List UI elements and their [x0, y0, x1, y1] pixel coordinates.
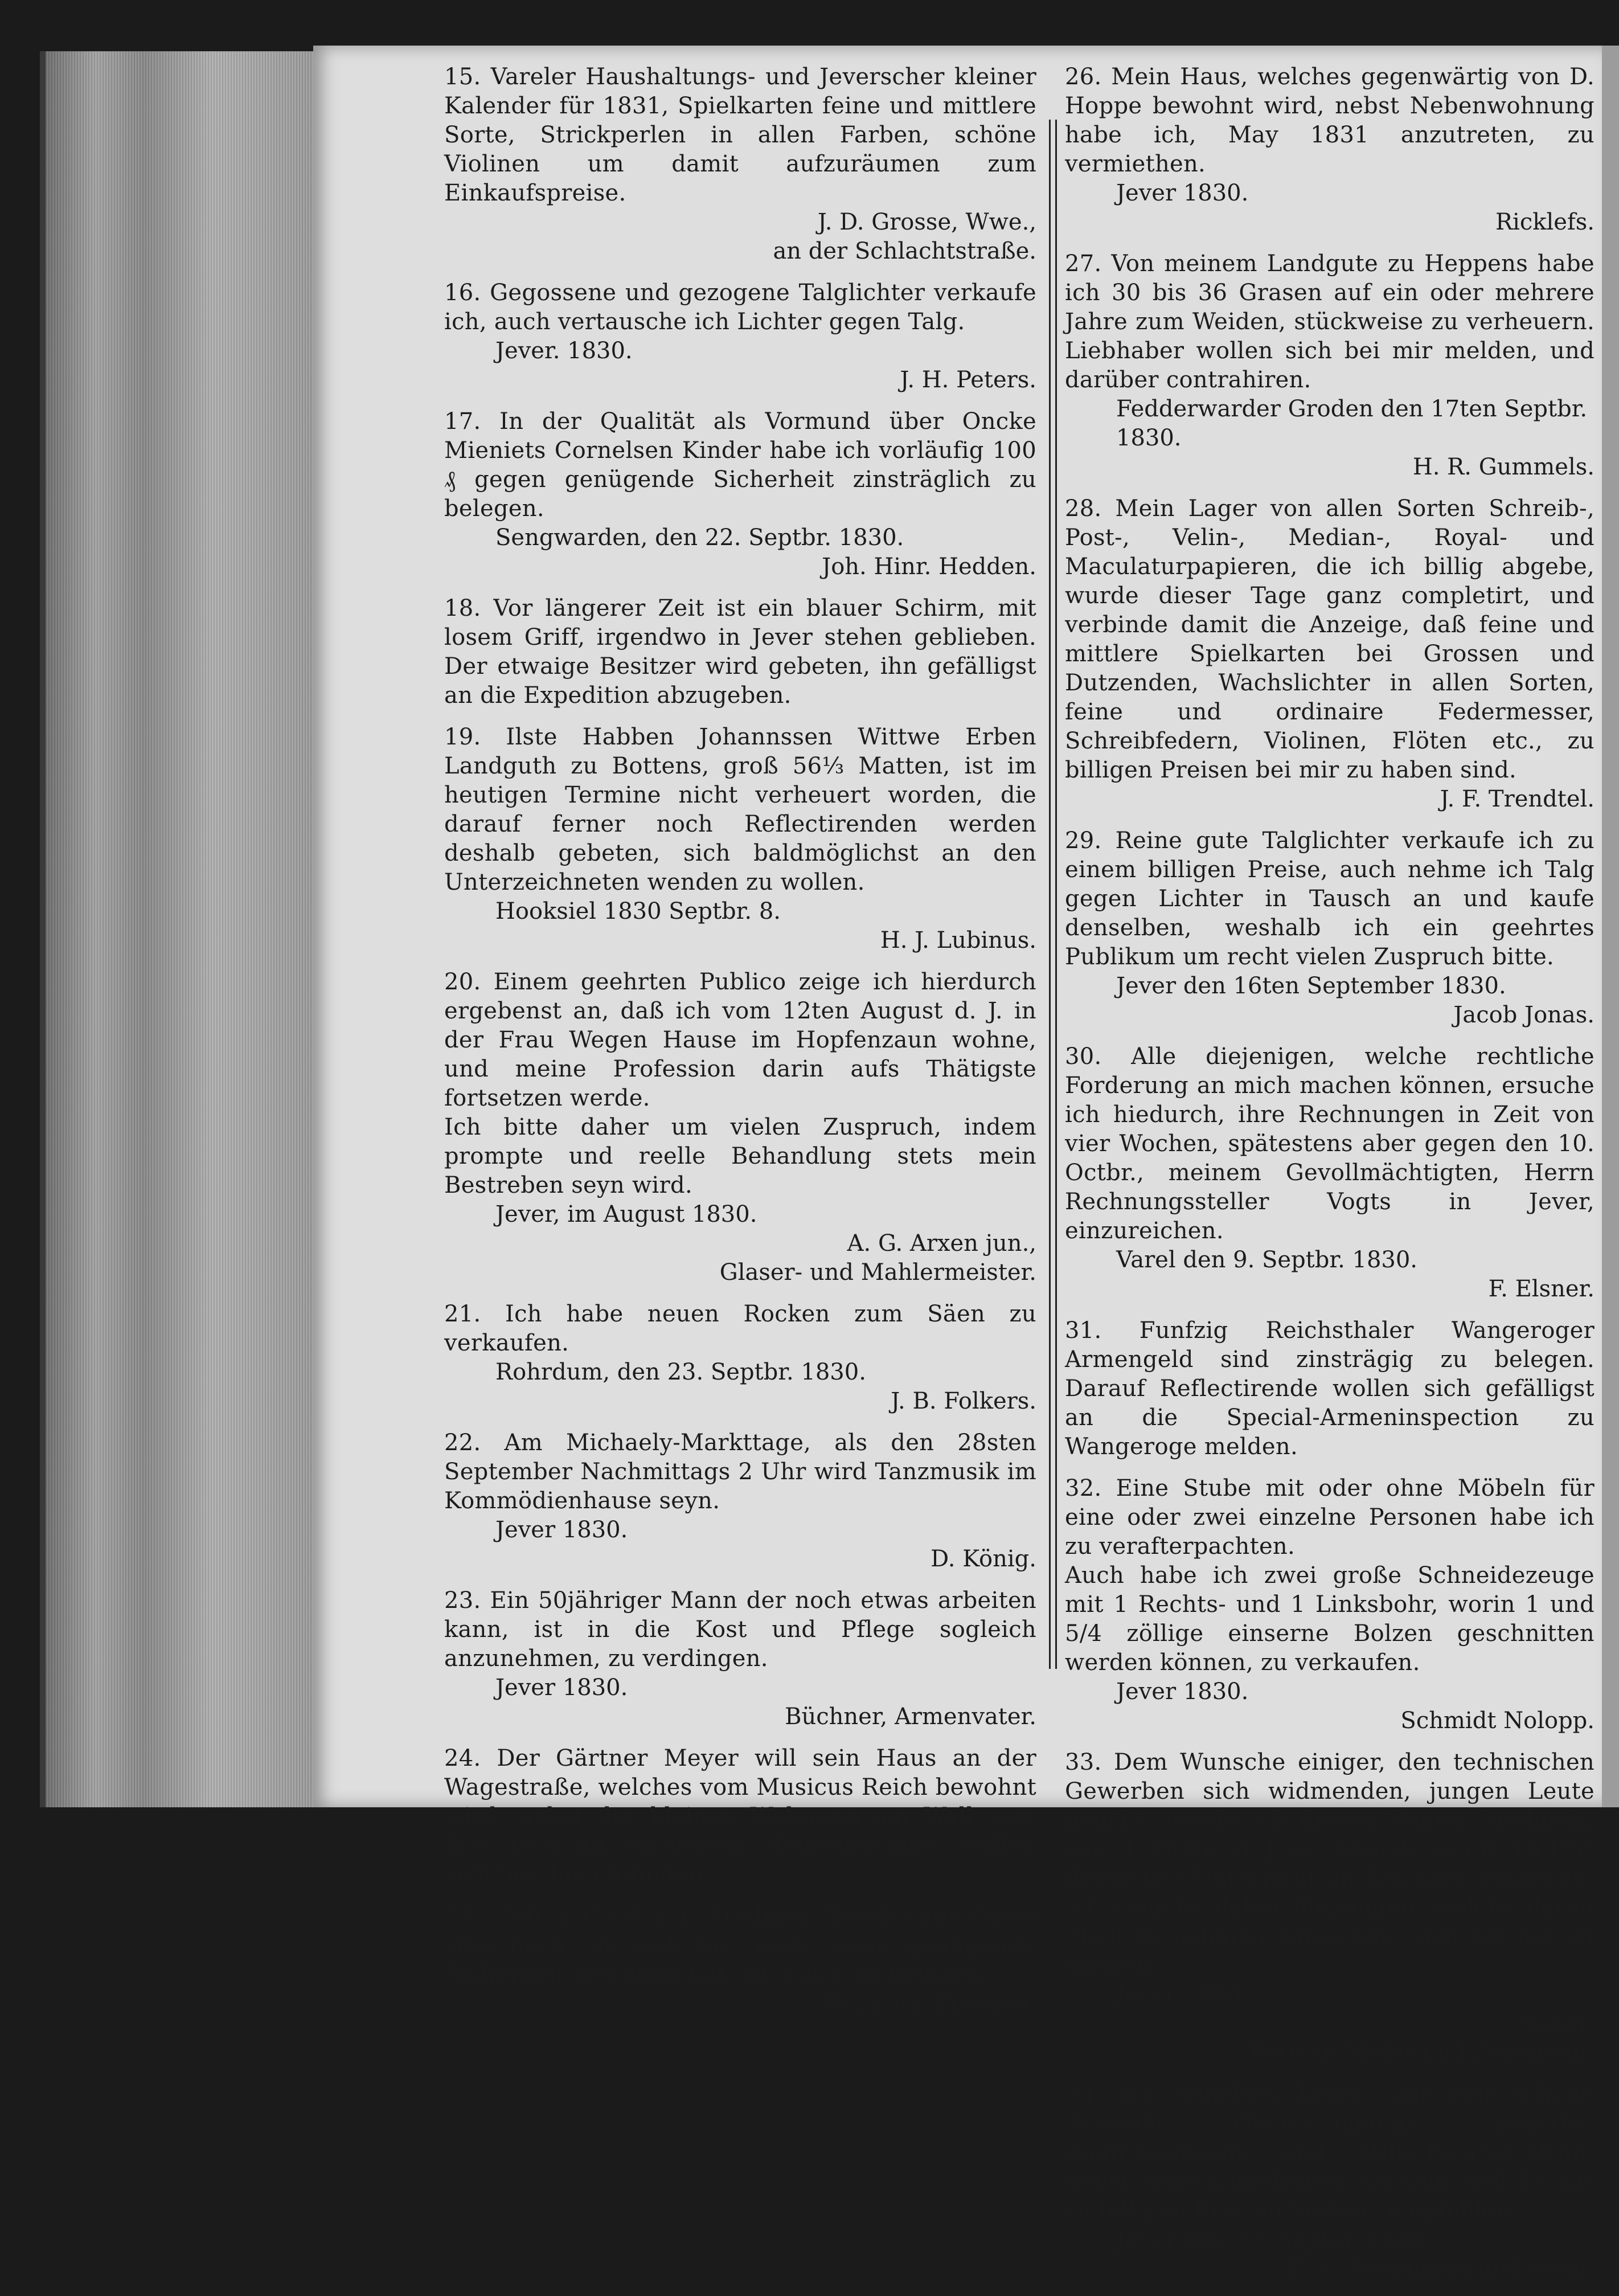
notice-date: Jever 1830.	[1116, 180, 1249, 206]
notice-signature: F. Elsner.	[1488, 1276, 1595, 1302]
notice-signature: H. J. Lubinus.	[880, 927, 1036, 953]
notice-date: Jever den 16ten September 1830.	[1116, 973, 1506, 999]
notice-text: 29. Reine gute Talglichter verkaufe ich zu einem billigen Preise, auch nehme ich Talg gegen Lichter in Tausch an und kaufe denselben, weshalb ich ein geehrtes Publikum um recht vielen Zuspruch bitte.	[1065, 828, 1595, 970]
notice-signature: Ricklefs.	[1495, 209, 1595, 235]
notice-signature: Büchner, Armenvater.	[785, 1704, 1036, 1730]
notice-entry	[444, 63, 1036, 266]
notice-text: 23. Ein 50jähriger Mann der noch etwas arbeiten kann, ist in die Kost und Pflege sogleich anzunehmen, zu verdingen.	[444, 1587, 1036, 1672]
notice-signature: Mauer, Portrait-Maler und Zeichnenl.	[1249, 2011, 1595, 2066]
notice-entry	[444, 594, 1036, 710]
notice-date: Varel den 9. Septbr. 1830.	[1116, 1247, 1418, 1273]
notice-entry	[1065, 249, 1595, 482]
notice-signature: Jacob Jonas.	[1453, 1002, 1595, 1028]
notice-date: Sengwarden, den 22. Septbr. 1830.	[495, 525, 904, 551]
notice-text: 25. 200 ₰ Gold zur Prediger Besoldungs-Casse sind noch, da sich bis hiezu keine genügende Sicherheit getroffen hat, zu 3 pCt. zu belegen.	[444, 1903, 1036, 1987]
left-column	[444, 63, 1036, 2031]
notice-text: 26. Mein Haus, welches gegenwärtig von D. Hoppe bewohnt wird, nebst Nebenwohnung habe ich, May 1831 anzutreten, zu vermiethen.	[1065, 64, 1595, 177]
notice-date: Jever 1830.	[1116, 1679, 1249, 1705]
notice-entry	[444, 407, 1036, 582]
notice-signature: Joh. Hinr. Hedden.	[822, 554, 1036, 580]
notice-date: Jever 1830.	[495, 1517, 628, 1543]
notice-entry	[1065, 826, 1595, 1030]
notice-text: 21. Ich habe neuen Rocken zum Säen zu verkaufen.	[444, 1301, 1036, 1356]
notice-text: 28. Mein Lager von allen Sorten Schreib-, Post-, Velin-, Median-, Royal- und Maculaturpapieren, die ich billig abgebe, wurde dieser Tage ganz completirt, und verbinde damit die Anzeige, daß feine und mittlere Spielkarten bei Grossen und Dutzenden, Wachslichter in allen Sorten, feine und ordinaire Federmesser, Schreibfedern, Violinen, Flöten etc., zu billigen Preisen bei mir zu haben sind.	[1065, 496, 1595, 783]
right-column	[1065, 63, 1595, 2296]
notice-signature: J. F. Trendtel.	[1440, 786, 1595, 812]
notice-signature: J. H. Peters.	[900, 367, 1036, 393]
notice-entry	[444, 1586, 1036, 1732]
notice-entry	[444, 1744, 1036, 1889]
notice-signature: W. Jaritz, Provisor.	[825, 1990, 1036, 2016]
notice-text: 15. Vareler Haushaltungs- und Jeverscher kleiner Kalender für 1831, Spielkarten feine und mittlere Sorte, Strickperlen in allen Farben, schöne Violinen um damit aufzuräumen zum Einkaufspreise.	[444, 64, 1036, 206]
notice-text: 17. In der Qualität als Vormund über Oncke Mieniets Cornelsen Kinder habe ich vorläufig 100 ₰ gegen genügende Sicherheit zinsträglich zu belegen.	[444, 408, 1036, 522]
notice-entry	[1065, 1474, 1595, 1736]
notice-signature: Schmidt Nolopp.	[1400, 1708, 1595, 1734]
notice-text: 32. Eine Stube mit oder ohne Möbeln für eine oder zwei einzelne Personen habe ich zu verafterpachten. Auch habe ich zwei große Schneidezeuge mit 1 Rechts- und 1 Linksbohr, worin 1 und 5/4 zöllige einserne Bolzen geschnitten werden können, zu verkaufen.	[1065, 1475, 1595, 1676]
notice-text: 16. Gegossene und gezogene Talglichter verkaufe ich, auch vertausche ich Lichter gegen Talg.	[444, 280, 1036, 335]
notice-entry	[444, 968, 1036, 1287]
notice-date: Jever. 1830.	[495, 338, 633, 364]
notice-entry	[444, 723, 1036, 955]
notice-entry	[1065, 1042, 1595, 1304]
notice-text: 33. Dem Wunsche einiger, den technischen Gewerben sich widmenden, jungen Leute gemäß, werde ich diesen Winter hindurch, vom 1. Octbr. d. J. an, Abends von 8--10 Uhr denselben Unterricht im Zeichnen ertheilen; ich ersuche daher diejenigen, welche daran Theil zu nehmen wünschen, sich bei mir zu melden.	[1065, 1749, 1595, 1979]
notice-text: 34. Wir erhielten dieser Tage eine schöne Auswahl Glanz-Gingangs, jaspirter Baumwollzeuge und Mille-Fleurs-Cattun, nebst andern modernen Artikeln, welche wir zu billigen Preisen bestens empfehlen.	[1065, 2081, 1595, 2224]
notice-date: Jever, im August 1830.	[495, 1201, 757, 1227]
notice-entry	[1065, 63, 1595, 237]
notice-signature: J. B. Folkers.	[891, 1388, 1036, 1414]
column-divider	[1049, 120, 1057, 1669]
notice-entry	[1065, 494, 1595, 814]
notice-text: 20. Einem geehrten Publico zeige ich hierdurch ergebenst an, daß ich vom 12ten August d. J. in der Frau Wegen Hause im Hopfenzaun wohne, und meine Profession darin aufs Thätigste fortsetzen werde. Ich bitte daher um vielen Zuspruch, indem prompte und reelle Behandlung stets mein Bestreben seyn wird.	[444, 969, 1036, 1198]
book-page-edges	[40, 51, 325, 1807]
notice-signature: H. R. Gummels.	[1412, 454, 1595, 480]
notice-date: Jever 1830.	[495, 1675, 628, 1701]
notice-signature: A. G. Arxen jun., Glaser- und Mahlermeister.	[719, 1230, 1036, 1286]
notice-entry	[444, 1300, 1036, 1416]
notice-entry	[444, 1902, 1036, 2018]
notice-text: 31. Funfzig Reichsthaler Wangeroger Armengeld sind zinsträgig zu belegen. Darauf Reflectirende wollen sich gefälligst an die Special-Armeninspection zu Wangeroge melden.	[1065, 1317, 1595, 1460]
notice-text: 22. Am Michaely-Markttage, als den 28sten September Nachmittags 2 Uhr wird Tanzmusik im Kommödienhause seyn.	[444, 1430, 1036, 1514]
notice-signature: D. König.	[931, 1546, 1036, 1572]
notice-entry	[444, 1429, 1036, 1574]
notice-date: Hooksiel 1830 Septbr. 8.	[495, 898, 781, 924]
notice-text: 27. Von meinem Landgute zu Heppens habe ich 30 bis 36 Grasen auf ein oder mehrere Jahre zum Weiden, stückweise zu verheuern. Liebhaber wollen sich bei mir melden, und darüber contrahiren.	[1065, 251, 1595, 393]
notice-date: Rohrdum, den 23. Septbr. 1830.	[495, 1359, 866, 1385]
notice-entry	[1065, 2080, 1595, 2283]
notice-date: Jever den 23. Septbr. 1830.	[1116, 2227, 1432, 2253]
notice-text: 19. Ilste Habben Johannssen Wittwe Erben Landguth zu Bottens, groß 56⅓ Matten, ist im heutigen Termine nicht verheuert worden, die darauf ferner noch Reflectirenden werden deshalb gebeten, sich baldmöglichst an den Unterzeichneten wenden zu wollen.	[444, 724, 1036, 895]
notice-signature: K. S. Koopmann und Sohn.	[1286, 2256, 1595, 2282]
notice-entry	[444, 279, 1036, 395]
notice-date: Jever 1830.	[1116, 1982, 1249, 2008]
notice-date: Fedderwarder Groden den 17ten Septbr. 1830.	[1116, 396, 1588, 451]
notice-text: 18. Vor längerer Zeit ist ein blauer Schirm, mit losem Griff, irgendwo in Jever stehen geblieben. Der etwaige Besitzer wird gebeten, ihn gefälligst an die Expedition abzugeben.	[444, 595, 1036, 709]
notice-entry	[1065, 1748, 1595, 2068]
notice-text: 30. Alle diejenigen, welche rechtliche Forderung an mich machen können, ersuche ich hiedurch, ihre Rechnungen in Zeit von vier Wochen, spätestens aber gegen den 10. Octbr., meinem Gevollmächtigten, Herrn Rechnungssteller Vogts in Jever, einzureichen.	[1065, 1043, 1595, 1244]
notice-text: 24. Der Gärtner Meyer will sein Haus an der Wagestraße, welches vom Musicus Reich bewohnt wird, nebst der kleinen Wohnung am Wall vom May 1831 an, verheuern. Heuerliebhaber wollen sich bei ihm einfinden.	[444, 1745, 1036, 1888]
next-page-edge	[1602, 46, 1619, 1807]
notice-entry	[1065, 1316, 1595, 1462]
notice-signature: J. D. Grosse, Wwe., an der Schlachtstraße.	[773, 209, 1036, 264]
